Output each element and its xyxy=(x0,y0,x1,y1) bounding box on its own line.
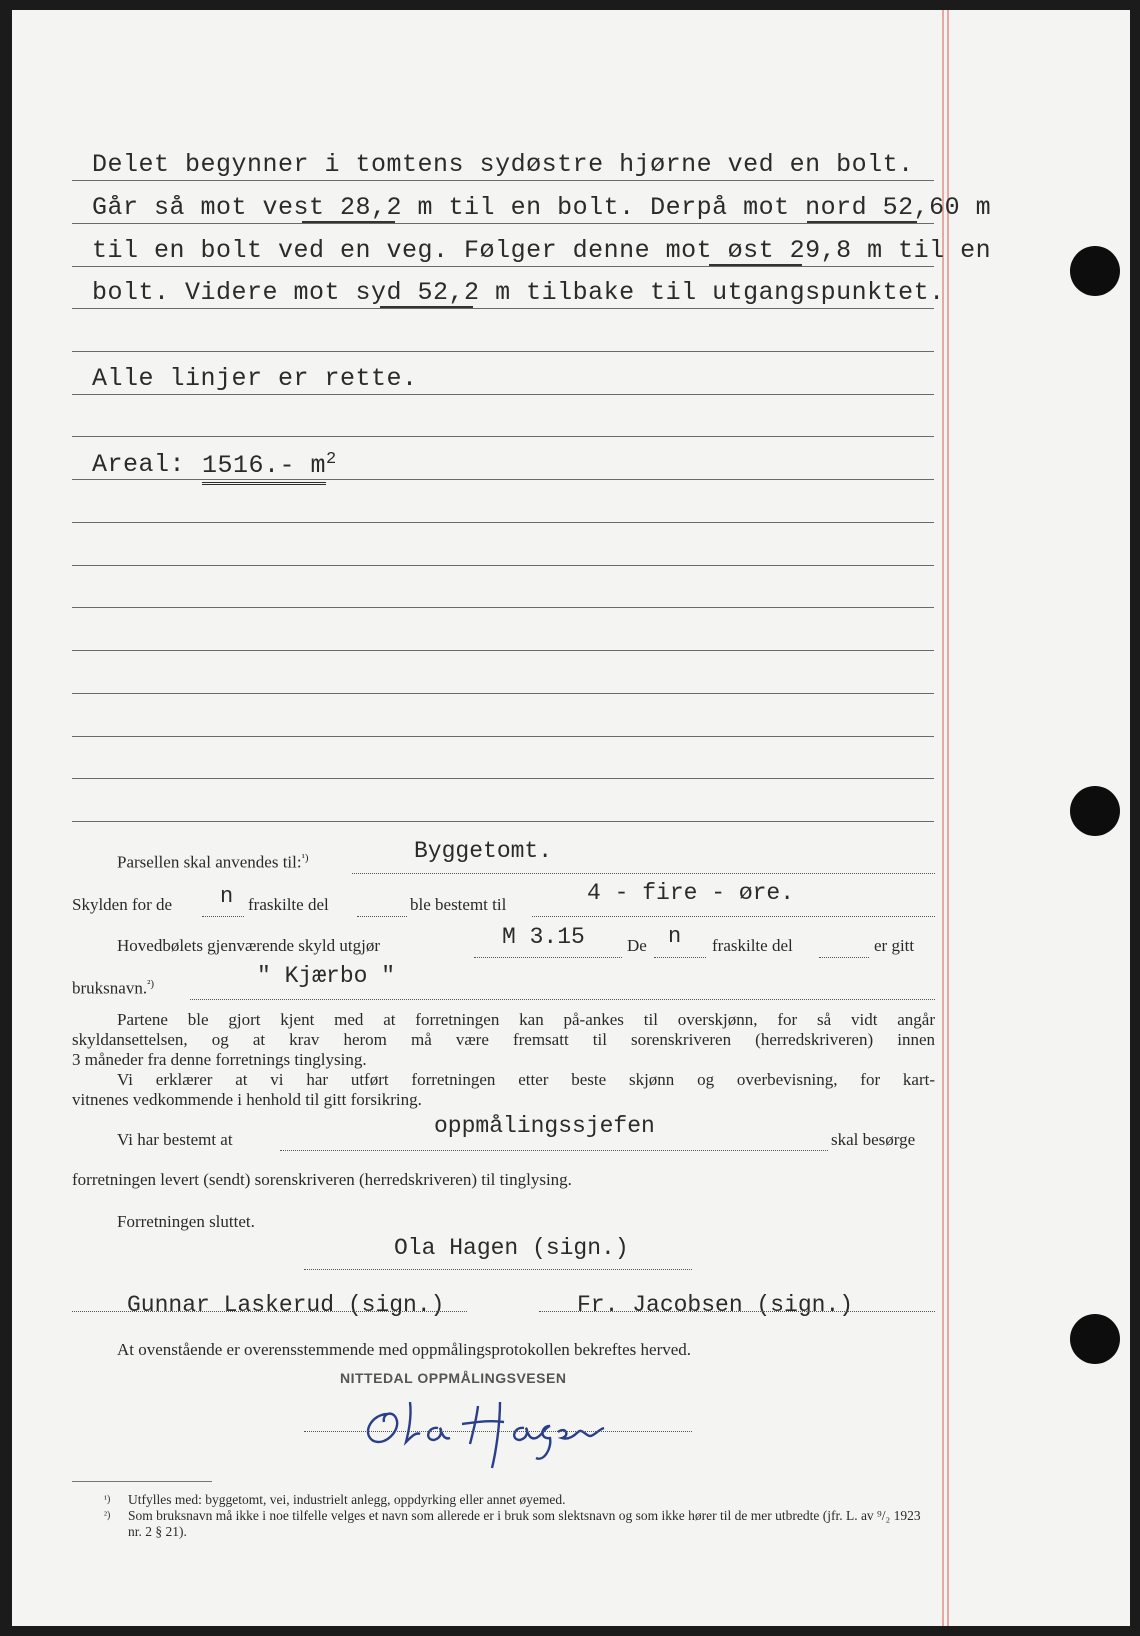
area-superscript: 2 xyxy=(326,450,337,469)
typed-line-2-text: Går så mot vest 28,2 m til en bolt. Derpå mot nord 52,60 m xyxy=(92,193,992,222)
ruled-line xyxy=(72,821,934,822)
use-label xyxy=(117,852,309,873)
er-gitt: er gitt xyxy=(874,936,915,955)
appeal-line-1: Partene ble gjort kjent med at forretningen kan på-ankes til overskjønn, for så vidt angår xyxy=(117,1010,935,1029)
footnote-rule xyxy=(72,1480,212,1482)
document-page xyxy=(12,10,1130,1626)
de-dotline xyxy=(654,956,706,958)
ruled-line xyxy=(72,266,934,267)
use-dotline xyxy=(352,872,935,874)
punch-hole xyxy=(1070,786,1120,836)
footnote-1-text: Utfylles med: byggetomt, vei, industrielt anlegg, oppdyrking eller annet øyemed. xyxy=(128,1492,566,1507)
skyld-n: n xyxy=(220,884,234,909)
measurement-underline xyxy=(380,305,473,308)
typed-line-1: Delet begynner i tomtens sydøstre hjørne ved en bolt. xyxy=(92,150,914,179)
appeal-paragraph xyxy=(72,1010,935,1070)
ruled-line xyxy=(72,650,934,651)
use-label-text: Parsellen skal anvendes til: xyxy=(117,852,302,872)
skyld-label-1: Skylden for de xyxy=(72,895,173,914)
ruled-line xyxy=(72,693,934,694)
bruksnavn-value: " Kjærbo " xyxy=(257,963,396,989)
ruled-line xyxy=(72,351,934,352)
ruled-line xyxy=(72,436,934,437)
fraskilte-label: fraskilte del xyxy=(712,936,793,955)
signature-3: Fr. Jacobsen (sign.) xyxy=(577,1292,854,1318)
hoved-value: M 3.15 xyxy=(502,924,585,950)
bruksnavn-note: ²) xyxy=(147,978,155,990)
hoved-label: Hovedbølets gjenværende skyld utgjør xyxy=(117,936,380,955)
besorge-label: skal besørge xyxy=(831,1130,916,1149)
handwritten-signature-line xyxy=(304,1430,692,1432)
footnote-2 xyxy=(104,1508,936,1540)
area-value xyxy=(202,450,337,480)
declaration-line-2: vitnenes vedkommende i henhold til gitt forsikring. xyxy=(72,1090,422,1109)
de-n: n xyxy=(668,924,682,949)
ruled-line xyxy=(72,394,934,395)
skyld-label-3: ble bestemt til xyxy=(410,895,507,914)
area-number: 1516.- m xyxy=(202,451,326,485)
declaration-paragraph xyxy=(72,1070,935,1110)
declaration-line-1: Vi erklærer at vi har utført forretningen etter beste skjønn og overbevisning, for kart- xyxy=(117,1070,935,1089)
ruled-line xyxy=(72,308,934,309)
signature-1-line xyxy=(304,1268,692,1270)
typed-line-3: til en bolt ved en veg. Følger denne mot øst 29,8 m til en xyxy=(92,236,992,265)
appeal-line-2: skyldansettelsen, og at krav herom må være fremsatt til sorenskriveren (herredskriveren) innen xyxy=(72,1030,935,1049)
area-label: Areal: xyxy=(92,450,186,479)
bruksnavn-dotline xyxy=(190,998,935,1000)
appeal-line-3: 3 måneder fra denne forretnings tinglysing. xyxy=(72,1050,367,1069)
certification-text: At ovenstående er overensstemmende med oppmålingsprotokollen bekreftes herved. xyxy=(117,1340,692,1359)
bestemt-label: Vi har bestemt at xyxy=(117,1130,233,1149)
signature-1: Ola Hagen (sign.) xyxy=(394,1235,629,1261)
skyld-dotline-2 xyxy=(357,915,407,917)
measurement-underline xyxy=(807,220,917,223)
footnotes xyxy=(104,1492,936,1540)
punch-hole xyxy=(1070,246,1120,296)
signature-2: Gunnar Laskerud (sign.) xyxy=(127,1292,445,1318)
skyld-value: 4 - fire - øre. xyxy=(587,880,795,906)
ruled-line xyxy=(72,607,934,608)
sluttet-text: Forretningen sluttet. xyxy=(117,1212,255,1231)
ruled-line xyxy=(72,223,934,224)
bruksnavn-label xyxy=(72,978,154,999)
office-stamp: NITTEDAL OPPMÅLINGSVESEN xyxy=(340,1370,567,1386)
footnote-1-mark: ¹) xyxy=(104,1494,111,1505)
ruled-line xyxy=(72,736,934,737)
ruled-line xyxy=(72,778,934,779)
ruled-line xyxy=(72,180,934,181)
measurement-underline xyxy=(709,263,802,266)
typed-line-2 xyxy=(92,193,991,222)
signature-2-line xyxy=(72,1310,467,1312)
ruled-line xyxy=(72,522,934,523)
typed-line-5: Alle linjer er rette. xyxy=(92,364,418,393)
footnote-1 xyxy=(104,1492,936,1508)
use-value: Byggetomt. xyxy=(414,838,553,864)
levert-text: forretningen levert (sendt) sorenskriveren (herredskriveren) til tinglysing. xyxy=(72,1170,572,1189)
skyld-label-2: fraskilte del xyxy=(248,895,329,914)
footnote-2-text: Som bruksnavn må ikke i noe tilfelle velges et navn som allerede er i bruk som slektsnavn og som ikke hører til de mer utbredte (jfr. L. av ⁹/₂ 1923 nr. 2 § 21). xyxy=(128,1508,921,1539)
bestemt-value: oppmålingssjefen xyxy=(434,1113,655,1139)
punch-hole xyxy=(1070,1314,1120,1364)
ruled-line xyxy=(72,565,934,566)
use-note: ¹) xyxy=(301,852,309,864)
typed-line-4: bolt. Videre mot syd 52,2 m tilbake til utgangspunktet. xyxy=(92,278,945,307)
measurement-underline xyxy=(302,220,395,223)
handwritten-signature xyxy=(354,1392,634,1472)
bruksnavn-label-text: bruksnavn. xyxy=(72,978,148,998)
de-label: De xyxy=(627,936,647,955)
footnote-2-mark: ²) xyxy=(104,1510,111,1521)
hoved-dotline xyxy=(474,956,622,958)
skyld-dotline-1 xyxy=(202,915,244,917)
fraskilte-dotline xyxy=(819,956,869,958)
bestemt-dotline xyxy=(280,1149,828,1151)
signature-3-line xyxy=(539,1310,935,1312)
skyld-dotline-3 xyxy=(532,915,935,917)
